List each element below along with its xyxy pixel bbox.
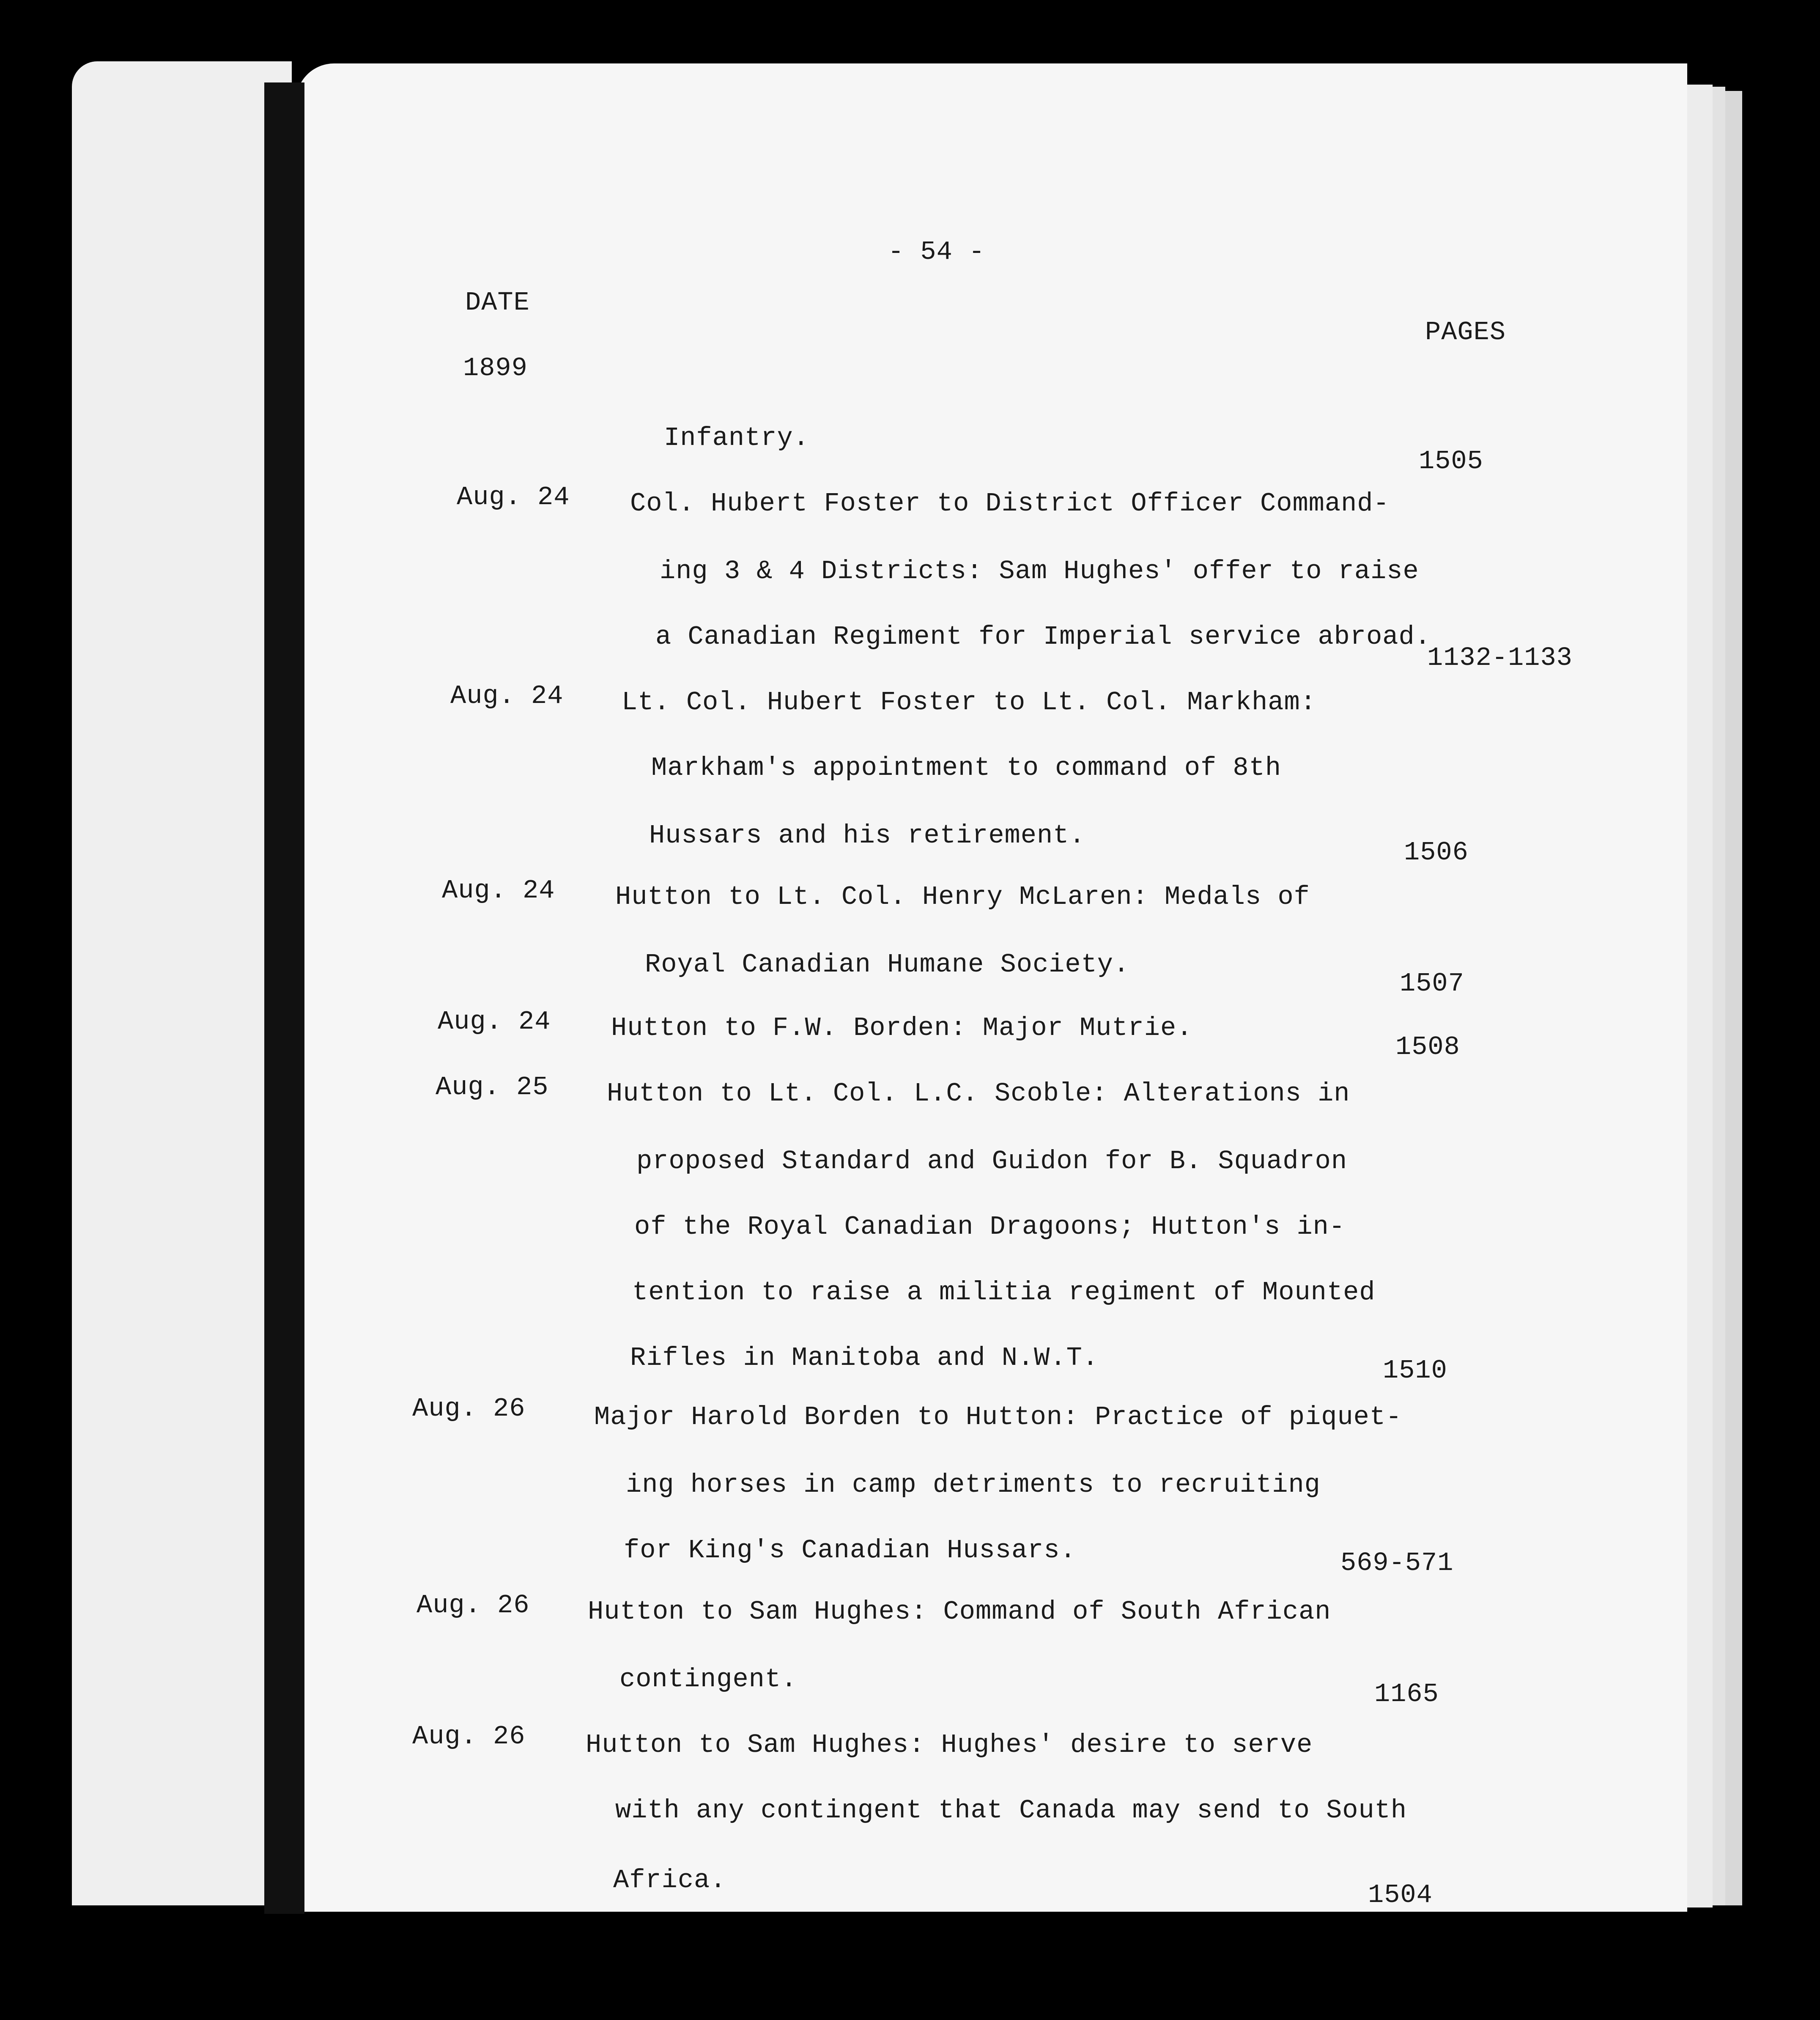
entry-description-line: Rifles in Manitoba and N.W.T. [630, 1343, 1099, 1373]
entry-date: Aug. 24 [438, 1007, 551, 1037]
entry-description-line: Hussars and his retirement. [649, 821, 1085, 851]
entry-pages: 1507 [1400, 969, 1464, 999]
entry-date: Aug. 24 [442, 876, 555, 906]
entry-description-line: Africa. [613, 1865, 726, 1895]
entry-description-line: tention to raise a militia regiment of Mounted [632, 1277, 1376, 1307]
entry-description-line: ing 3 & 4 Districts: Sam Hughes' offer to raise [660, 556, 1419, 586]
date-column-header: DATE [465, 288, 530, 318]
entry-description-line: Hutton to Sam Hughes: Hughes' desire to serve [586, 1730, 1313, 1760]
entry-date: Aug. 24 [457, 482, 570, 512]
entry-description-line: with any contingent that Canada may send to South [615, 1795, 1407, 1825]
entry-date: Aug. 24 [450, 681, 564, 711]
entry-pages: 1510 [1383, 1356, 1447, 1386]
entry-description-line: Col. Hubert Foster to District Officer Command- [630, 489, 1390, 519]
page-number: - 54 - [888, 237, 985, 267]
entry-description-line: contingent. [619, 1664, 798, 1694]
entry-pages: 1505 [1419, 446, 1483, 476]
entry-pages: 1508 [1395, 1032, 1460, 1062]
entry-description-line: Markham's appointment to command of 8th [651, 753, 1282, 783]
entry-description-line: Royal Canadian Humane Society. [645, 950, 1130, 980]
entry-date: Aug. 25 [436, 1072, 549, 1102]
entry-description-line: of the Royal Canadian Dragoons; Hutton's in- [634, 1212, 1346, 1242]
entry-description-line: Major Harold Borden to Hutton: Practice of piquet- [594, 1402, 1402, 1432]
entry-description-line: Lt. Col. Hubert Foster to Lt. Col. Markham: [622, 687, 1316, 717]
entry-date: Aug. 26 [412, 1721, 526, 1751]
entry-description-line: proposed Standard and Guidon for B. Squadron [636, 1146, 1348, 1176]
pages-column-header: PAGES [1425, 317, 1506, 347]
entry-description-line: for King's Canadian Hussars. [624, 1535, 1076, 1565]
entry-pages: 1165 [1374, 1679, 1439, 1709]
entry-date: Aug. 26 [412, 1394, 526, 1424]
entry-description-line: Hutton to Lt. Col. L.C. Scoble: Alterations in [607, 1079, 1350, 1109]
entry-description-line: Infantry. [664, 423, 809, 453]
book-spine [264, 82, 304, 1914]
entry-pages: 1504 [1368, 1880, 1433, 1910]
entry-pages: 1132-1133 [1427, 643, 1573, 673]
entry-description-line: ing horses in camp detriments to recruiting [626, 1470, 1321, 1500]
entry-description-line: Hutton to F.W. Borden: Major Mutrie. [611, 1013, 1193, 1043]
left-page [72, 61, 292, 1905]
entry-description-line: Hutton to Sam Hughes: Command of South African [588, 1597, 1331, 1627]
year-label: 1899 [463, 353, 528, 383]
entry-date: Aug. 26 [417, 1590, 530, 1620]
entry-pages: 1506 [1404, 837, 1469, 867]
entry-pages: 569-571 [1340, 1548, 1454, 1578]
entry-description-line: Hutton to Lt. Col. Henry McLaren: Medals of [615, 882, 1310, 912]
entry-description-line: a Canadian Regiment for Imperial service abroad. [655, 622, 1431, 652]
